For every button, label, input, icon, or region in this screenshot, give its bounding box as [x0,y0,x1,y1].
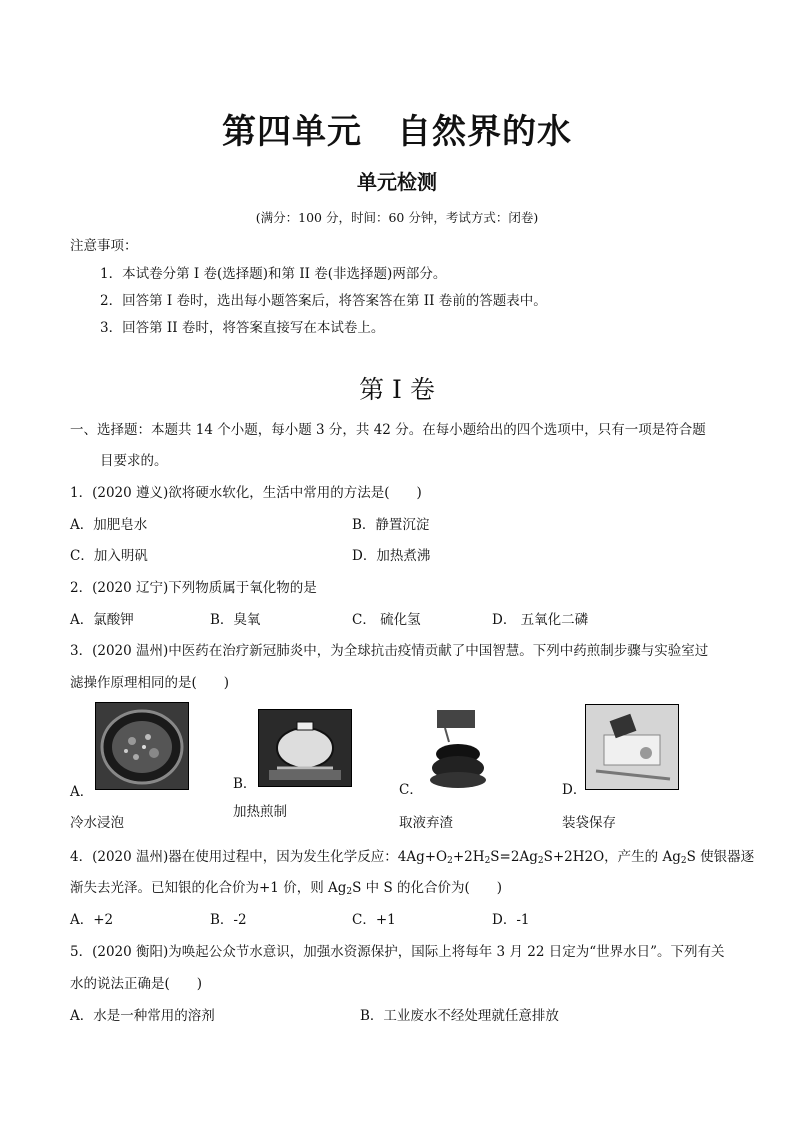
option-a-letter: A． [70,784,94,800]
option-a: A．+2 [70,912,114,928]
option-d: D．加热煮沸 [352,548,431,564]
option-b: B．臭氧 [210,612,261,628]
question-stem-cont: 渐失去光泽。已知银的化合价为+1 价，则 $Ag_2S$ 中 S 的化合价为( ) [70,880,503,897]
herb-boiling-photo [258,709,352,787]
question-stem: 4．(2020 温州)器在使用过程中，因为发生化学反应：$4Ag+O_2+2H_2S=2Ag_2S+2H2O$，产生的 $Ag_2S$ 使银器逐 [70,849,755,866]
option-c: C． 硫化氢 [352,612,421,628]
liquid-pouring-photo [425,704,491,790]
question-stem: 5．(2020 衡阳)为唤起公众节水意识，加强水资源保护，国际上将每年 3 月 22 日定为“世界水日”。下列有关 [70,944,725,960]
exam-meta: (满分：100 分，时间：60 分钟，考试方式：闭卷) [255,210,539,225]
option-b: B．工业废水不经处理就任意排放 [360,1008,559,1024]
section-title: 第 I 卷 [359,375,435,404]
question-stem: 2．(2020 辽宁)下列物质属于氧化物的是 [70,580,317,596]
option-d: D．-1 [492,912,530,928]
option-a-label: 冷水浸泡 [70,815,124,831]
option-d: D． 五氧化二磷 [492,612,589,628]
option-c: C．+1 [352,912,396,928]
option-b-label: 加热煎制 [233,804,287,820]
option-c-label: 取液弃渣 [399,815,453,831]
option-c: C．加入明矾 [70,548,148,564]
question-stem: 1．(2020 遵义)欲将硬水软化，生活中常用的方法是( ) [70,485,422,501]
question-stem-cont: 水的说法正确是( ) [70,976,203,992]
page-subtitle: 单元检测 [357,170,437,194]
option-d-letter: D． [562,782,587,798]
notice-item: 2．回答第 I 卷时，选出每小题答案后，将答案答在第 II 卷前的答题表中。 [100,293,547,309]
notice-heading: 注意事项： [70,238,138,254]
section-intro-cont: 目要求的。 [100,453,168,469]
option-b: B．-2 [210,912,247,928]
option-a: A．加肥皂水 [70,517,148,533]
question-stem-cont: 滤操作原理相同的是( ) [70,675,230,691]
option-a: A．水是一种常用的溶剂 [70,1008,215,1024]
option-a: A．氯酸钾 [70,612,134,628]
option-d-label: 装袋保存 [562,815,616,831]
notice-item: 3．回答第 II 卷时，将答案直接写在本试卷上。 [100,320,385,336]
page-title: 第四单元 自然界的水 [222,112,572,152]
option-b-letter: B． [233,776,257,792]
herb-packaging-photo [585,704,679,790]
section-intro: 一、选择题：本题共 14 个小题，每小题 3 分，共 42 分。在每小题给出的四个选项中，只有一项是符合题 [70,422,706,438]
option-c-letter: C． [399,782,423,798]
notice-item: 1．本试卷分第 I 卷(选择题)和第 II 卷(非选择题)两部分。 [100,266,447,282]
herb-soaking-photo [95,702,189,790]
option-b: B．静置沉淀 [352,517,430,533]
question-stem: 3．(2020 温州)中医药在治疗新冠肺炎中，为全球抗击疫情贡献了中国智慧。下列中药煎制步骤与实验室过 [70,643,709,659]
